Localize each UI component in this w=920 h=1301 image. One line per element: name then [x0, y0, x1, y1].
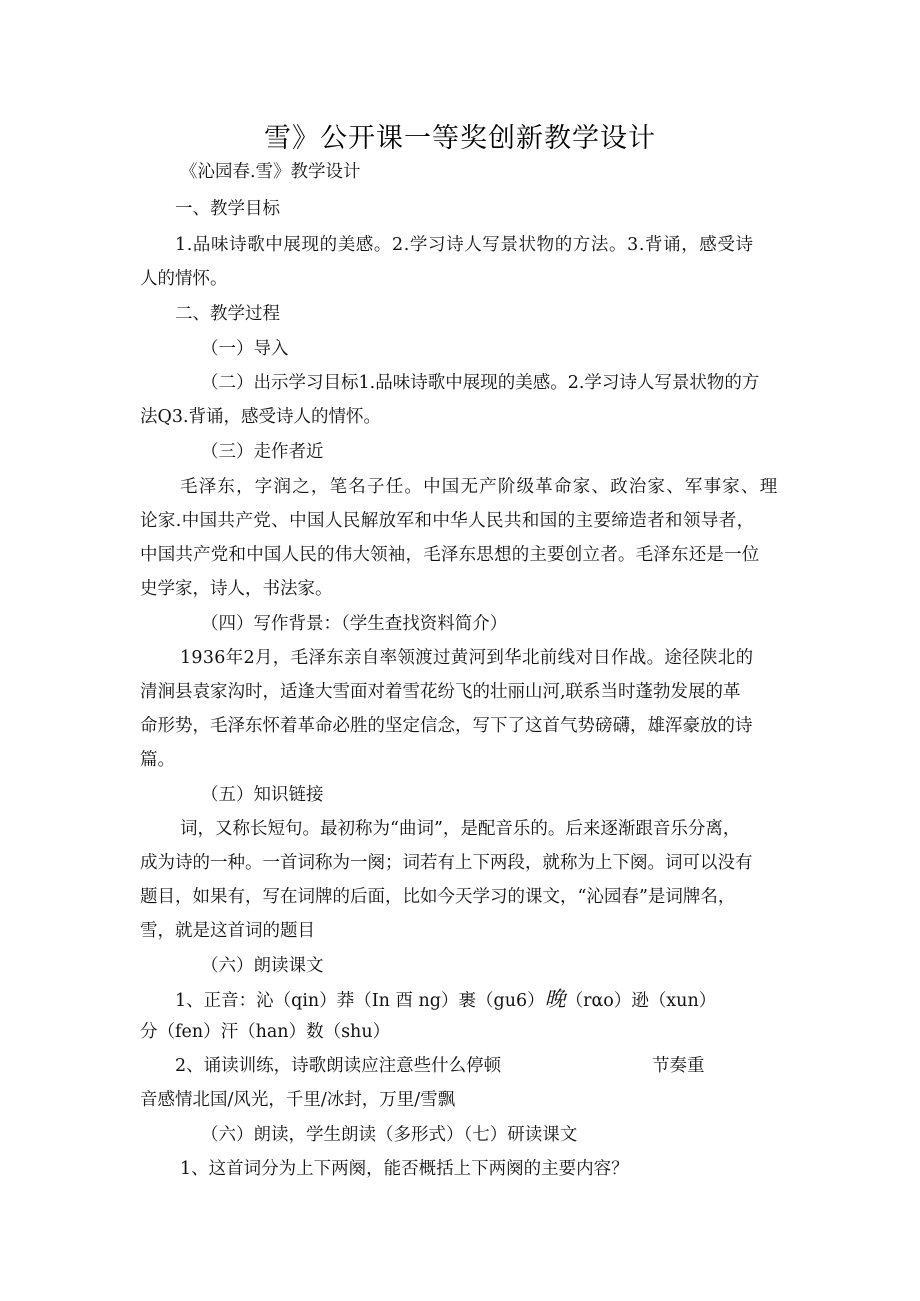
highlighted-char: 晚	[544, 987, 566, 1011]
paragraph-line: 法Q3.背诵，感受诗人的情怀。	[140, 407, 382, 427]
pronunciation-part-1: 1、正音：沁（qin）莽（In 酉 ng）裹（gu6）	[175, 991, 545, 1011]
paragraph-line: 人的情怀。	[140, 269, 228, 289]
paragraph-line: （二）出示学习目标1.品味诗歌中展现的美感。2.学习诗人写景状物的方	[201, 373, 760, 393]
paragraph-line: 中国共产党和中国人民的伟大领袖，毛泽东思想的主要创立者。毛泽东还是一位	[140, 545, 760, 565]
paragraph-line: 音感情北国/风光，千里/冰封，万里/雪飘	[140, 1090, 456, 1110]
paragraph-line: 篇。	[140, 750, 175, 770]
subsection-heading: （四）写作背景：（学生查找资料简介）	[201, 614, 508, 634]
paragraph-line: 1936年2月，毛泽东亲自率领渡过黄河到华北前线对日作战。途径陕北的	[180, 648, 754, 668]
paragraph-line: 词，又称长短句。最初称为“曲词”，是配音乐的。后来逐渐跟音乐分离，	[180, 819, 741, 839]
subsection-heading: （六）朗读，学生朗读（多形式）（七）研读课文	[201, 1125, 578, 1145]
section-heading: 一、教学目标	[175, 199, 280, 219]
subsection-heading: （五）知识链接	[201, 785, 324, 805]
paragraph-line: 命形势，毛泽东怀着革命必胜的坚定信念，写下了这首气势磅礴，雄浑豪放的诗	[140, 716, 753, 736]
subsection-heading: （一）导入	[201, 339, 289, 359]
pronunciation-line	[175, 988, 716, 1012]
paragraph-line: 1.品味诗歌中展现的美感。2.学习诗人写景状物的方法。3.背诵，感受诗	[175, 235, 754, 255]
paragraph-line: 1、这首词分为上下两阕，能否概括上下两阕的主要内容？	[180, 1159, 629, 1179]
document-title: 雪》公开课一等奖创新教学设计	[264, 123, 656, 154]
paragraph-line: 论家.中国共产党、中国人民解放军和中华人民共和国的主要缔造者和领导者，	[140, 511, 755, 531]
subsection-heading: （六）朗读课文	[201, 956, 324, 976]
paragraph-line: 史学家，诗人，书法家。	[140, 579, 333, 599]
paragraph-line: 2、诵读训练，诗歌朗读应注意些什么停顿	[175, 1056, 502, 1076]
paragraph-line: 毛泽东，字润之，笔名子任。中国无产阶级革命家、政治家、军事家、理	[180, 477, 779, 497]
subsection-heading: （三）走作者近	[201, 442, 324, 462]
subtitle: 《沁园春.雪》教学设计	[180, 162, 361, 182]
paragraph-line: 成为诗的一种。一首词称为一阕；词若有上下两段，就称为上下阕。词可以没有	[140, 853, 753, 873]
section-heading: 二、教学过程	[175, 304, 280, 324]
paragraph-line: 雪，就是这首词的题目	[140, 921, 315, 941]
paragraph-line-fragment: 节奏重	[652, 1056, 705, 1076]
paragraph-line: 题目，如果有，写在词牌的后面，比如今天学习的课文，“沁园春”是词牌名，	[140, 887, 736, 907]
pronunciation-line: 分（fen）汗（han）数（shu）	[140, 1022, 391, 1042]
pronunciation-part-2: （rαo）逊（xun）	[565, 991, 717, 1011]
paragraph-line: 清涧县袁家沟时，适逢大雪面对着雪花纷飞的壮丽山河,联系当时蓬勃发展的革	[140, 682, 741, 702]
